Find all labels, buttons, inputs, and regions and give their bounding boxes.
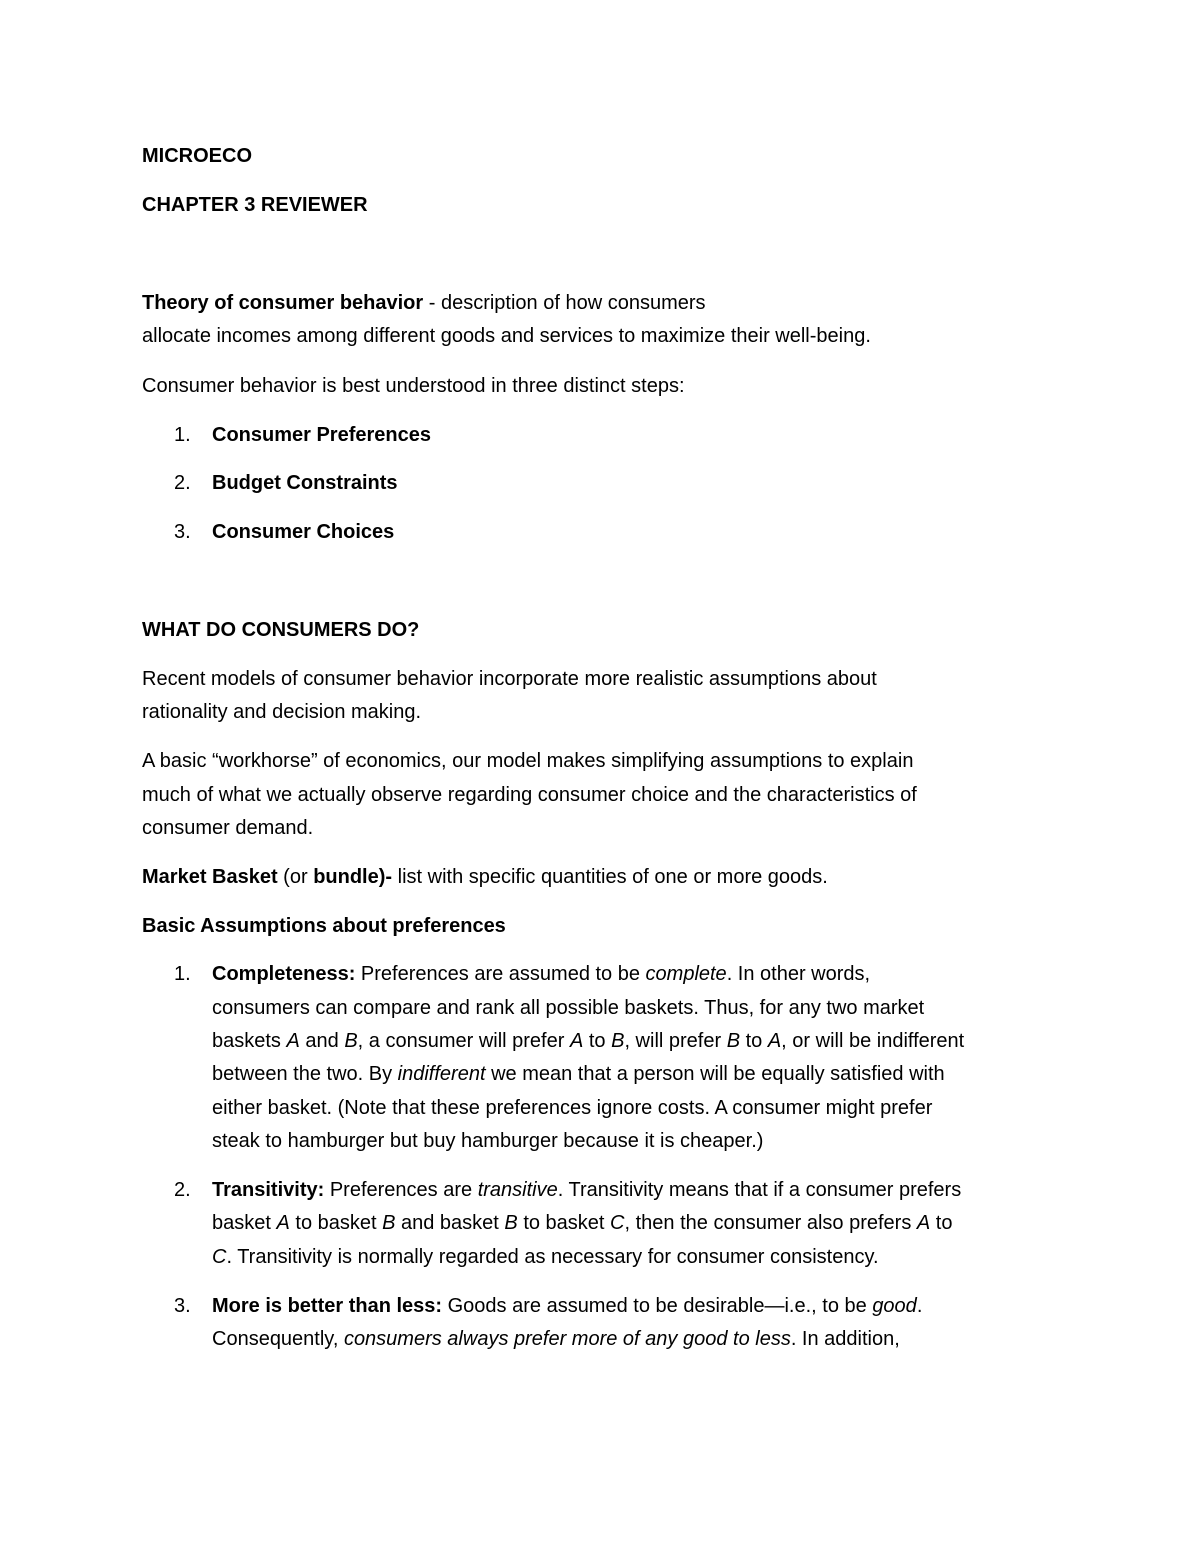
- text-span: , a consumer will prefer: [357, 1030, 570, 1052]
- assumption-line: [212, 1178, 961, 1202]
- steps-intro: Consumer behavior is best understood in three distinct steps:: [142, 375, 685, 397]
- text-span: . In addition,: [790, 1328, 900, 1350]
- text-span: baskets: [212, 1030, 287, 1052]
- text-span: B: [504, 1212, 518, 1234]
- text-span: . Transitivity is normally regarded as necessary for consumer consistency.: [226, 1246, 879, 1268]
- text-span: A: [767, 1030, 782, 1052]
- text-span: basket: [212, 1212, 277, 1234]
- step-item: Consumer Choices: [212, 521, 395, 543]
- assumption-number: 2.: [174, 1179, 191, 1201]
- assumption-line: [212, 1211, 952, 1235]
- assumption-number: 1.: [174, 963, 191, 985]
- step-item: Consumer Preferences: [212, 424, 431, 446]
- assumption-line: [212, 1294, 922, 1318]
- text-span: indifferent: [397, 1063, 486, 1085]
- step-number: 2.: [174, 472, 191, 494]
- assumption-line: [212, 1062, 945, 1086]
- text-span: B: [382, 1212, 396, 1234]
- course-title: MICROECO: [142, 145, 252, 167]
- paragraph-line: consumer demand.: [142, 817, 314, 839]
- assumption-line: [212, 1327, 900, 1351]
- text-span: C: [610, 1212, 625, 1234]
- text-span: B: [726, 1030, 741, 1052]
- text-span: B: [344, 1030, 358, 1052]
- text-span: and basket: [395, 1212, 505, 1234]
- text-span: transitive: [477, 1179, 558, 1201]
- assumption-title: More is better than less:: [212, 1295, 443, 1317]
- text-span: to: [583, 1030, 612, 1052]
- paragraph-line: rationality and decision making.: [142, 701, 422, 723]
- step-number: 3.: [174, 521, 191, 543]
- text-span: , or will be indifferent: [781, 1030, 965, 1052]
- text-span: to: [930, 1212, 953, 1234]
- section-heading: WHAT DO CONSUMERS DO?: [142, 619, 420, 641]
- chapter-title: CHAPTER 3 REVIEWER: [142, 194, 368, 216]
- text-span: B: [611, 1030, 625, 1052]
- theory-desc: - description of how consumers: [423, 292, 706, 314]
- text-span: and: [299, 1030, 345, 1052]
- text-span: Consequently,: [212, 1328, 344, 1350]
- text-span: .: [916, 1295, 923, 1317]
- text-span: complete: [645, 963, 727, 985]
- assumption-number: 3.: [174, 1295, 191, 1317]
- theory-definition: [142, 291, 706, 315]
- text-span: between the two. By: [212, 1063, 398, 1085]
- paragraph-line: Recent models of consumer behavior incorporate more realistic assumptions about: [142, 668, 877, 690]
- assumption-line: steak to hamburger but buy hamburger because it is cheaper.): [212, 1130, 764, 1152]
- step-item: Budget Constraints: [212, 472, 398, 494]
- bundle-term: bundle)-: [313, 866, 393, 888]
- paragraph-line: A basic “workhorse” of economics, our model makes simplifying assumptions to explain: [142, 750, 914, 772]
- text-span: . In other words,: [726, 963, 871, 985]
- text-span: . Transitivity means that if a consumer prefers: [557, 1179, 962, 1201]
- text-span: C: [212, 1246, 227, 1268]
- text-span: list with specific quantities of one or more goods.: [392, 866, 828, 888]
- market-basket-term: Market Basket: [142, 866, 278, 888]
- text-span: to basket: [289, 1212, 383, 1234]
- text-span: to basket: [517, 1212, 611, 1234]
- text-span: good: [872, 1295, 917, 1317]
- text-span: A: [286, 1030, 300, 1052]
- text-span: Goods are assumed to be desirable—i.e., to be: [442, 1295, 873, 1317]
- assumption-line: [212, 1245, 879, 1269]
- step-number: 1.: [174, 424, 191, 446]
- assumption-line: [212, 962, 870, 986]
- assumption-title: Completeness:: [212, 963, 356, 985]
- assumption-line: [212, 1029, 964, 1053]
- text-span: Preferences are: [324, 1179, 478, 1201]
- text-span: we mean that a person will be equally satisfied with: [485, 1063, 945, 1085]
- text-span: , then the consumer also prefers: [624, 1212, 917, 1234]
- assumption-line: either basket. (Note that these preferences ignore costs. A consumer might prefer: [212, 1097, 933, 1119]
- paragraph-line: much of what we actually observe regarding consumer choice and the characteristics of: [142, 784, 917, 806]
- assumption-title: Transitivity:: [212, 1179, 325, 1201]
- text-span: A: [569, 1030, 584, 1052]
- theory-term: Theory of consumer behavior: [142, 292, 424, 314]
- text-span: Preferences are assumed to be: [355, 963, 646, 985]
- text-span: consumers always prefer more of any good to less: [343, 1328, 791, 1350]
- assumptions-heading: Basic Assumptions about preferences: [142, 915, 506, 937]
- text-span: A: [276, 1212, 290, 1234]
- text-span: to: [740, 1030, 768, 1052]
- market-basket-definition: [142, 865, 828, 889]
- text-span: (or: [277, 866, 314, 888]
- assumption-line: consumers can compare and rank all possible baskets. Thus, for any two market: [212, 997, 925, 1019]
- text-span: , will prefer: [624, 1030, 727, 1052]
- theory-definition-line2: allocate incomes among different goods and services to maximize their well-being.: [142, 325, 871, 347]
- text-span: A: [916, 1212, 931, 1234]
